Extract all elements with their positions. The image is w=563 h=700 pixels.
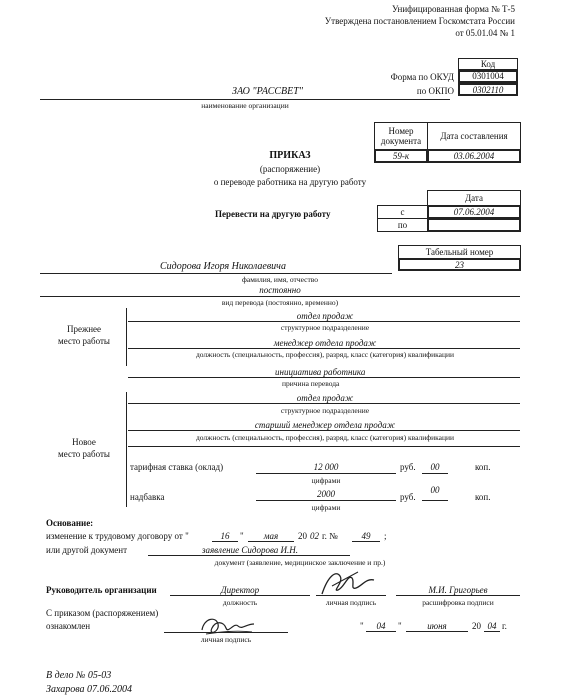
bonus-rub: 2000 — [317, 489, 335, 499]
rate-rub: 12 000 — [313, 462, 339, 472]
ack-year: 04 — [487, 621, 497, 631]
ack-label-line1: С приказом (распоряжением) — [46, 608, 159, 618]
transfer-to-label: по — [377, 218, 428, 232]
basis-title: Основание: — [46, 518, 94, 528]
new-dept-caption: структурное подразделение — [280, 406, 370, 415]
bonus-digits-caption: цифрами — [311, 503, 341, 512]
ack-year-underline — [484, 631, 500, 632]
reason-caption: причина перевода — [282, 379, 340, 388]
prev-position: менеджер отдела продаж — [273, 338, 377, 348]
transfer-label: Перевести на другую работу — [215, 209, 331, 219]
doc-date-header: Дата составления — [427, 122, 521, 150]
organization-name: ЗАО "РАССВЕТ" — [232, 86, 304, 97]
okud-value: 0301004 — [458, 70, 518, 83]
contract-number-underline — [352, 541, 380, 542]
new-position: старший менеджер отдела продаж — [254, 420, 396, 430]
transfer-from-value: 07.06.2004 — [427, 205, 521, 219]
rate-label: тарифная ставка (оклад) — [130, 462, 224, 472]
ack-day: 04 — [376, 621, 386, 631]
employee-name-underline — [40, 273, 392, 274]
rate-digits-caption: цифрами — [311, 476, 341, 485]
bonus-kop: 00 — [430, 485, 440, 495]
doc-number-header: Номер документа — [374, 122, 428, 150]
new-label-line2: место работы — [58, 449, 110, 459]
head-position-caption: должность — [222, 598, 258, 607]
rate-kop: 00 — [430, 462, 440, 472]
new-dept: отдел продаж — [296, 393, 354, 403]
okud-label: Форма по ОКУД — [390, 72, 454, 82]
prev-label-line2: место работы — [58, 336, 110, 346]
other-doc-value: заявление Сидорова И.Н. — [201, 545, 299, 555]
other-doc-label: или другой документ — [46, 545, 128, 555]
contract-year-prefix: 20 — [298, 531, 307, 541]
ack-label-line2: ознакомлен — [46, 621, 91, 631]
contract-day: 16 — [220, 531, 230, 541]
bonus-kop-underline — [422, 500, 448, 501]
prev-position-underline — [128, 348, 520, 349]
order-subtitle: (распоряжение) — [259, 164, 321, 174]
rate-rub-underline — [256, 473, 396, 474]
order-title: ПРИКАЗ — [269, 150, 311, 161]
new-position-caption: должность (специальность, профессия), разряд, класс (категория) квалификации — [195, 433, 455, 442]
form-approval-date: от 05.01.04 № 1 — [455, 28, 515, 38]
transfer-from-label: с — [377, 205, 428, 219]
prev-dept-caption: структурное подразделение — [280, 323, 370, 332]
new-label-line1: Новое — [72, 437, 96, 447]
employee-name-caption: фамилия, имя, отчество — [242, 275, 318, 284]
doc-date-value: 03.06.2004 — [427, 149, 521, 163]
transfer-to-value — [427, 218, 521, 232]
prev-position-caption: должность (специальность, профессия), разряд, класс (категория) квалификации — [195, 350, 455, 359]
prev-dept-underline — [128, 321, 520, 322]
employee-name: Сидорова Игоря Николаевича — [160, 261, 286, 272]
new-position-underline — [128, 430, 520, 431]
contract-year: 02 — [310, 531, 319, 541]
rate-rub-label: руб. — [400, 462, 416, 472]
ack-month: июня — [427, 621, 447, 631]
ack-year-prefix: 20 — [472, 621, 481, 631]
footer-note-file: В дело № 05-03 — [46, 670, 112, 681]
footer-note-signoff: Захарова 07.06.2004 — [46, 684, 133, 695]
ack-sign-caption: личная подпись — [200, 635, 252, 644]
head-position-underline — [170, 595, 310, 596]
contract-number: 49 — [361, 531, 371, 541]
head-position: Директор — [220, 585, 260, 595]
new-dept-underline — [128, 403, 520, 404]
new-section-divider — [128, 446, 520, 447]
head-name-underline — [396, 595, 520, 596]
bonus-label: надбавка — [130, 492, 165, 502]
tabnum-value: 23 — [398, 258, 521, 271]
head-label: Руководитель организации — [46, 585, 157, 595]
new-bracket — [126, 392, 127, 507]
form-name: Унифицированная форма № Т-5 — [391, 4, 515, 14]
ack-day-underline — [366, 631, 396, 632]
reason-value: инициатива работника — [275, 367, 366, 377]
contract-prefix: изменение к трудовому договору от " — [46, 531, 189, 541]
contract-semicolon: ; — [384, 531, 387, 541]
ack-quote-open: " — [360, 621, 364, 631]
rate-kop-underline — [422, 473, 448, 474]
transfer-type: постоянно — [259, 285, 301, 295]
head-name-caption: расшифровка подписи — [422, 598, 494, 607]
prev-dept: отдел продаж — [296, 311, 354, 321]
form-approval: Утверждена постановлением Госкомстата России — [324, 16, 515, 26]
ack-quote-close: " — [398, 621, 402, 631]
other-doc-underline — [148, 555, 350, 556]
bonus-rub-underline — [256, 500, 396, 501]
head-name: М.И. Григорьев — [428, 585, 488, 595]
bonus-rub-label: руб. — [400, 492, 416, 502]
bonus-kop-label: коп. — [475, 492, 491, 502]
prev-bracket — [126, 308, 127, 366]
reason-underline — [128, 377, 520, 378]
head-sign-underline — [316, 595, 386, 596]
contract-month-underline — [248, 541, 294, 542]
organization-underline — [40, 99, 450, 100]
contract-year-suffix: г. № — [322, 531, 338, 541]
order-description: о переводе работника на другую работу — [213, 177, 367, 187]
doc-number-value: 59-к — [374, 149, 428, 163]
transfer-date-header: Дата — [427, 190, 521, 206]
transfer-type-underline — [40, 296, 520, 297]
code-header: Код — [458, 58, 518, 70]
contract-quote: " — [240, 531, 244, 541]
organization-caption: наименование организации — [201, 101, 289, 110]
contract-month: мая — [263, 531, 279, 541]
ack-year-suffix: г. — [502, 621, 507, 631]
okpo-label: по ОКПО — [416, 86, 454, 96]
rate-kop-label: коп. — [475, 462, 491, 472]
transfer-type-caption: вид перевода (постоянно, временно) — [221, 298, 339, 307]
other-doc-caption: документ (заявление, медицинское заключение и пр.) — [214, 558, 386, 567]
okpo-value: 0302110 — [458, 83, 518, 96]
head-sign-caption: личная подпись — [325, 598, 377, 607]
contract-day-underline — [212, 541, 238, 542]
ack-month-underline — [406, 631, 468, 632]
ack-sign-underline — [164, 632, 288, 633]
prev-label-line1: Прежнее — [66, 324, 102, 334]
tabnum-header: Табельный номер — [398, 245, 521, 259]
